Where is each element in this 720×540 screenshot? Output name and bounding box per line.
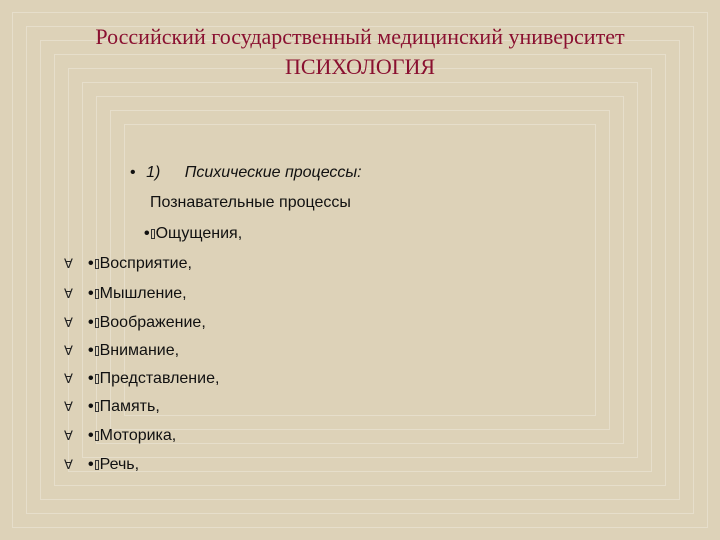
item-label: Моторика, — [99, 427, 177, 444]
list-item — [88, 455, 139, 475]
missing-glyph-icon — [95, 289, 99, 299]
marker-symbol: ∀ — [64, 286, 73, 301]
marker-symbol: ∀ — [64, 371, 73, 386]
item-label: Внимание, — [99, 342, 180, 359]
missing-glyph-icon — [95, 374, 99, 384]
marker-symbol: ∀ — [64, 428, 73, 443]
marker-symbol: ∀ — [64, 399, 73, 414]
first-item — [144, 224, 242, 244]
heading-text: Психические процессы: — [184, 164, 362, 181]
list-item — [88, 397, 160, 417]
item-label: Память, — [99, 398, 160, 415]
list-item — [88, 254, 192, 274]
list-item — [88, 313, 206, 333]
missing-glyph-icon — [95, 431, 99, 441]
bullet: • — [88, 370, 94, 387]
list-item — [88, 284, 187, 304]
bullet: • — [88, 427, 94, 444]
bullet: • — [88, 398, 94, 415]
missing-glyph-icon — [95, 346, 99, 356]
missing-glyph-icon — [95, 318, 99, 328]
missing-glyph-icon — [95, 259, 99, 269]
bullet: • — [144, 225, 150, 242]
bullet: • — [88, 314, 94, 331]
title-subject: ПСИХОЛОГИЯ — [284, 54, 436, 79]
bullet: • — [88, 342, 94, 359]
title-university: Российский государственный медицинский университет — [95, 24, 625, 49]
item-label: Представление, — [99, 370, 220, 387]
item-label: Ощущения, — [155, 225, 243, 242]
list-item — [88, 369, 219, 389]
marker-symbol: ∀ — [64, 256, 73, 271]
heading-number: 1) — [146, 164, 161, 181]
marker-symbol: ∀ — [64, 315, 73, 330]
list-item — [88, 341, 179, 361]
bullet: • — [88, 456, 94, 473]
missing-glyph-icon — [95, 460, 99, 470]
missing-glyph-icon — [95, 402, 99, 412]
subheading: Познавательные процессы — [150, 194, 351, 211]
item-label: Воображение, — [99, 314, 206, 331]
list-item — [88, 426, 176, 446]
marker-symbol: ∀ — [64, 343, 73, 358]
heading-line — [130, 163, 362, 183]
marker-symbol: ∀ — [64, 457, 73, 472]
heading-bullet: • — [130, 164, 136, 181]
item-label: Речь, — [99, 456, 140, 473]
item-label: Мышление, — [99, 285, 187, 302]
missing-glyph-icon — [151, 229, 155, 239]
bullet: • — [88, 285, 94, 302]
item-label: Восприятие, — [99, 255, 192, 272]
bullet: • — [88, 255, 94, 272]
